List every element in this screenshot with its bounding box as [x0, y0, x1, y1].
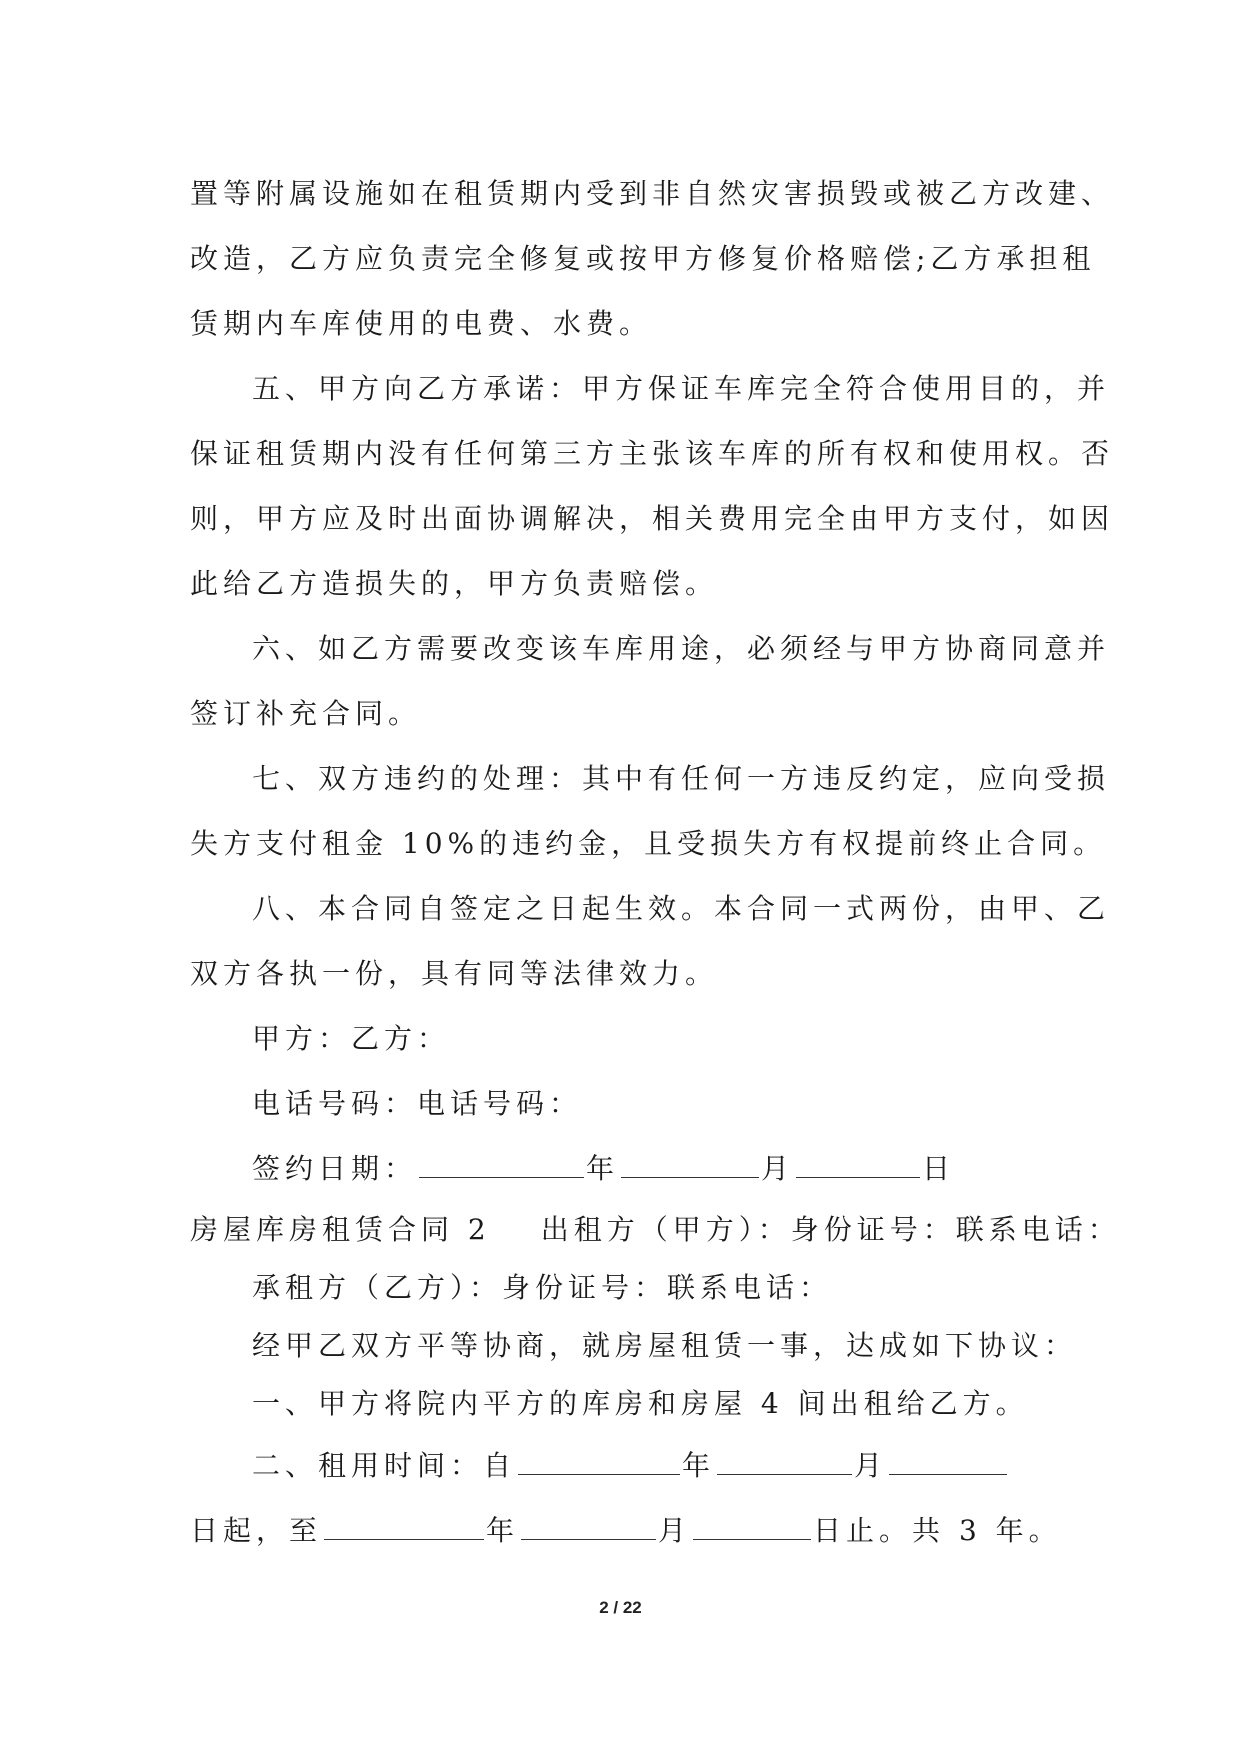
- day-label: 日: [922, 1152, 956, 1185]
- text-line: 赁期内车库使用的电费、水费。: [190, 307, 653, 340]
- clause-6-line-1: 六、如乙方需要改变该车库用途，必须经与甲方协商同意并: [252, 632, 1111, 665]
- text-line: 双方各执一份，具有同等法律效力。: [190, 957, 719, 990]
- lessee-line: 承租方（乙方）：身份证号：联系电话：: [252, 1271, 833, 1304]
- signing-date-line: [190, 1136, 1070, 1201]
- text-line: 签订补充合同。: [190, 697, 422, 730]
- end-day-label: 日止。共 3 年。: [813, 1514, 1062, 1547]
- text-line: 则，甲方应及时出面协调解决，相关费用完全由甲方支付，如因: [190, 502, 1115, 535]
- text-line: 改造，乙方应负责完全修复或按甲方修复价格赔偿;乙方承担租: [190, 242, 1096, 275]
- clause-8-line-1: 八、本合同自签定之日起生效。本合同一式两份，由甲、乙: [252, 892, 1111, 925]
- clause-7-line-1: 七、双方违约的处理：其中有任何一方违反约定，应向受损: [252, 762, 1111, 795]
- end-month-blank: [521, 1517, 656, 1540]
- page-number: 2 / 22: [599, 1598, 642, 1617]
- end-year-blank: [324, 1517, 484, 1540]
- lessor-line: 出租方（甲方）：身份证号：联系电话：: [540, 1213, 1121, 1246]
- month-label: 月: [761, 1152, 795, 1185]
- day-blank: [796, 1155, 920, 1178]
- party-names-line: 甲方：乙方：: [252, 1022, 451, 1055]
- text-line: 失方支付租金 10%的违约金，且受损失方有权提前终止合同。: [190, 827, 1107, 860]
- contract-2-header-line: [190, 1201, 1121, 1259]
- text-line: 保证租赁期内没有任何第三方主张该车库的所有权和使用权。否: [190, 437, 1115, 470]
- year-label: 年: [586, 1152, 620, 1185]
- contract-2-clause-2-line-1: [190, 1433, 1070, 1498]
- signing-date-label: 签约日期：: [252, 1152, 418, 1185]
- phone-numbers-line: 电话号码：电话号码：: [252, 1087, 583, 1120]
- clause-5-line-1: 五、甲方向乙方承诺：甲方保证车库完全符合使用目的，并: [252, 372, 1111, 405]
- rental-period-label: 二、租用时间：自: [252, 1449, 517, 1482]
- agreement-intro: 经甲乙双方平等协商，就房屋租赁一事，达成如下协议：: [252, 1329, 1078, 1362]
- start-day-label: 日起，至: [190, 1514, 323, 1547]
- start-month-label: 月: [854, 1449, 888, 1482]
- text-line: 此给乙方造损失的，甲方负责赔偿。: [190, 567, 719, 600]
- contract-2-clause-2-line-2: [190, 1498, 1070, 1563]
- contract-2-title: 房屋库房租赁合同 2: [190, 1213, 491, 1246]
- end-day-blank: [693, 1517, 811, 1540]
- contract-body: [190, 161, 1121, 1563]
- contract-2-clause-1: 一、甲方将院内平方的库房和房屋 4 间出租给乙方。: [252, 1387, 1029, 1420]
- start-month-blank: [717, 1452, 852, 1475]
- month-blank: [621, 1155, 759, 1178]
- text-line: 置等附属设施如在租赁期内受到非自然灾害损毁或被乙方改建、: [190, 177, 1115, 210]
- year-blank: [419, 1155, 584, 1178]
- end-year-label: 年: [486, 1514, 520, 1547]
- end-month-label: 月: [658, 1514, 692, 1547]
- start-year-label: 年: [682, 1449, 716, 1482]
- start-day-blank: [889, 1452, 1007, 1475]
- start-year-blank: [518, 1452, 680, 1475]
